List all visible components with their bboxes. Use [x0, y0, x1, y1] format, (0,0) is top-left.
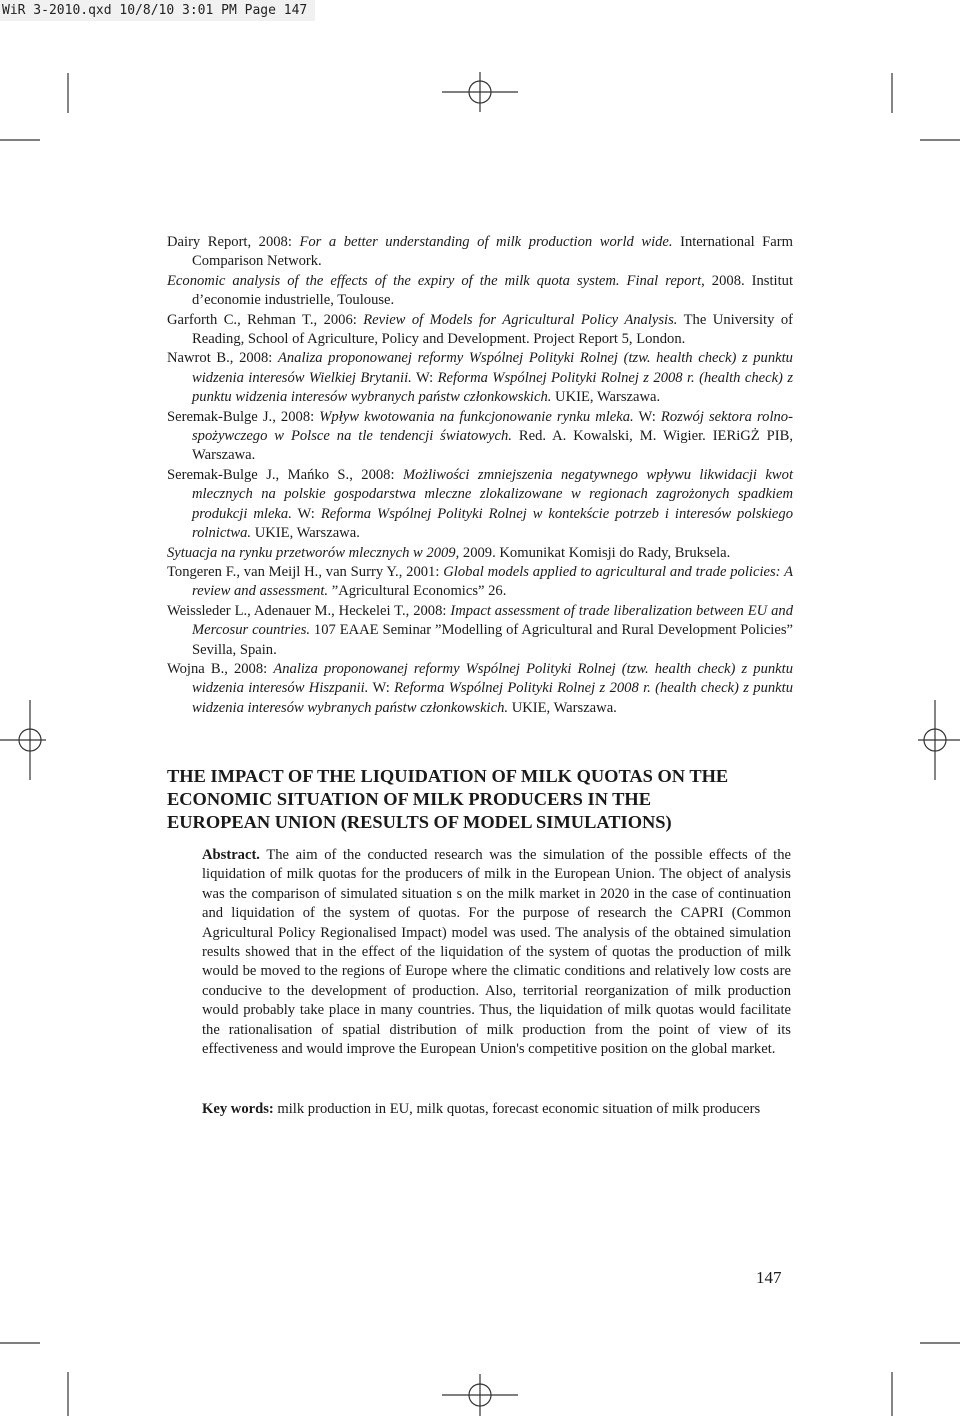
- reference-title-text: Economic analysis of the effects of the expiry of the milk quota system. Final report: [167, 272, 702, 289]
- reference-text: W:: [291, 505, 321, 522]
- reference-text: UKIE, Warszawa.: [251, 525, 360, 542]
- reference-title-text: Reforma Wspólnej Polityki Rolnej w kontekście potrzeb i interesów polskiego rolnictwa.: [192, 505, 793, 542]
- reference-text: UKIE, Warszawa.: [551, 389, 661, 406]
- reference-text: W:: [368, 680, 395, 697]
- reference-text: 2009. Komunikat Komisji do Rady, Bruksela.: [459, 544, 731, 561]
- page-number: 147: [756, 1268, 782, 1287]
- reference-title-text: Analiza proponowanej reformy Wspólnej Polityki Rolnej (tzw. health check) z punktu widzenia interesów Hiszpanii.: [192, 660, 793, 697]
- keywords-text: milk production in EU, milk quotas, forecast economic situation of milk producers: [277, 1101, 761, 1117]
- keywords: [202, 1100, 791, 1119]
- reference-title-text: Impact assessment of trade liberalization between EU and Mercosur countries.: [192, 602, 794, 639]
- reference-title-text: Analiza proponowanej reformy Wspólnej Polityki Rolnej (tzw. health check) z punktu widzenia interesów Wielkiej Brytanii.: [192, 350, 793, 386]
- reference-title-text: Rozwój sektora rolno-spożywczego w Polsce na tle tendencji światowych.: [192, 408, 793, 445]
- keywords-label: Key words:: [202, 1101, 274, 1117]
- reference-title-text: Sytuacja na rynku przetworów mlecznych w 2009,: [167, 544, 460, 561]
- reference-text: Dairy Report, 2008:: [167, 234, 300, 250]
- reference-text: Tongeren F., van Meijl H., van Surry Y., 2001:: [167, 563, 444, 580]
- reference-text: Garforth C., Rehman T., 2006:: [167, 311, 364, 328]
- reference-entry: [167, 544, 793, 563]
- reference-title-text: Wpływ kwotowania na funkcjonowanie rynku mleka.: [319, 408, 634, 425]
- reference-text: UKIE, Warszawa.: [508, 699, 617, 716]
- reference-text: 107 EAAE Seminar ”Modelling of Agricultural and Rural Development Policies” Sevilla, Spain.: [192, 622, 793, 658]
- title-line: ECONOMIC SITUATION OF MILK PRODUCERS IN THE: [167, 789, 652, 809]
- reference-entry: [167, 233, 793, 272]
- abstract: [202, 846, 791, 1059]
- reference-title-text: Review of Models for Agricultural Policy Analysis.: [363, 311, 678, 328]
- reference-text: W:: [411, 369, 438, 386]
- reference-text: Seremak-Bulge J., Mańko S., 2008:: [167, 466, 403, 483]
- reference-text: International Farm Comparison Network.: [192, 234, 793, 270]
- reference-text: Nawrot B., 2008:: [167, 350, 278, 367]
- reference-entry: [167, 349, 793, 407]
- reference-text: ”Agricultural Economics” 26.: [328, 583, 507, 600]
- reference-entry: [167, 563, 793, 602]
- reference-text: Seremak-Bulge J., 2008:: [167, 408, 320, 425]
- reference-text: Wojna B., 2008:: [167, 660, 274, 677]
- abstract-label: Abstract.: [202, 847, 260, 863]
- file-slug-line: WiR 3-2010.qxd 10/8/10 3:01 PM Page 147: [0, 0, 315, 21]
- reference-title-text: For a better understanding of milk production world wide.: [299, 234, 673, 250]
- reference-text: The University of Reading, School of Agriculture, Policy and Development. Project Report 5, London.: [192, 311, 793, 348]
- reference-list: [167, 233, 793, 718]
- reference-text: , 2008. Institut d’economie industrielle, Toulouse.: [192, 272, 794, 309]
- reference-title-text: Global models applied to agricultural and trade policies: A review and assessment.: [192, 563, 793, 600]
- abstract-text: The aim of the conducted research was the simulation of the possible effects of the liquidation of milk quotas for the producers of milk in the European Union. The object of analysis was the comparison of simulated situation s on the milk market in 2020 in the case of continuation and liquidation of the system of quotas. For the purpose of research the CAPRI (Common Agricultural Policy Regionalised Impact) model was used. The analysis of the obtained simulation results showed that in the effect of the liquidation of the system of quotas the production of milk would be moved to the regions of Europe where the climatic conditions and relatively low costs are conducive to the development of production. Also, territorial reorganization of milk production would probably take place in many countries. Thus, the liquidation of milk quotas would facilitate the rationalisation of spatial distribution of milk production from the point of view of its effectiveness and would improve the European Union's competitive position on the global market.: [202, 847, 791, 1058]
- reference-entry: [167, 272, 793, 311]
- reference-entry: [167, 466, 793, 544]
- reference-entry: [167, 408, 793, 466]
- reference-text: Weissleder L., Adenauer M., Heckelei T., 2008:: [167, 602, 451, 619]
- title-line: EUROPEAN UNION (RESULTS OF MODEL SIMULATIONS): [167, 812, 672, 832]
- reference-text: Red. A. Kowalski, M. Wigier. IERiGŻ PIB, Warszawa.: [192, 428, 793, 464]
- reference-title-text: Możliwości zmniejszenia negatywnego wpływu likwidacji kwot mlecznych na polskie gospodarstwa mleczne zlokalizowane w regionach zagrożonych spadkiem produkcji mleka.: [192, 466, 793, 522]
- reference-entry: [167, 311, 793, 350]
- reference-title-text: Reforma Wspólnej Polityki Rolnej z 2008 r. (health check) z punktu widzenia interesów wybranych państw członkowskich.: [192, 369, 793, 406]
- reference-entry: [167, 660, 793, 718]
- title-line: THE IMPACT OF THE LIQUIDATION OF MILK QUOTAS ON THE: [167, 766, 729, 786]
- article-title: [167, 765, 807, 834]
- reference-title-text: Reforma Wspólnej Polityki Rolnej z 2008 r. (health check) z punktu widzenia interesów wybranych państw członkowskich.: [192, 680, 793, 716]
- reference-entry: [167, 602, 793, 660]
- reference-text: W:: [633, 408, 661, 425]
